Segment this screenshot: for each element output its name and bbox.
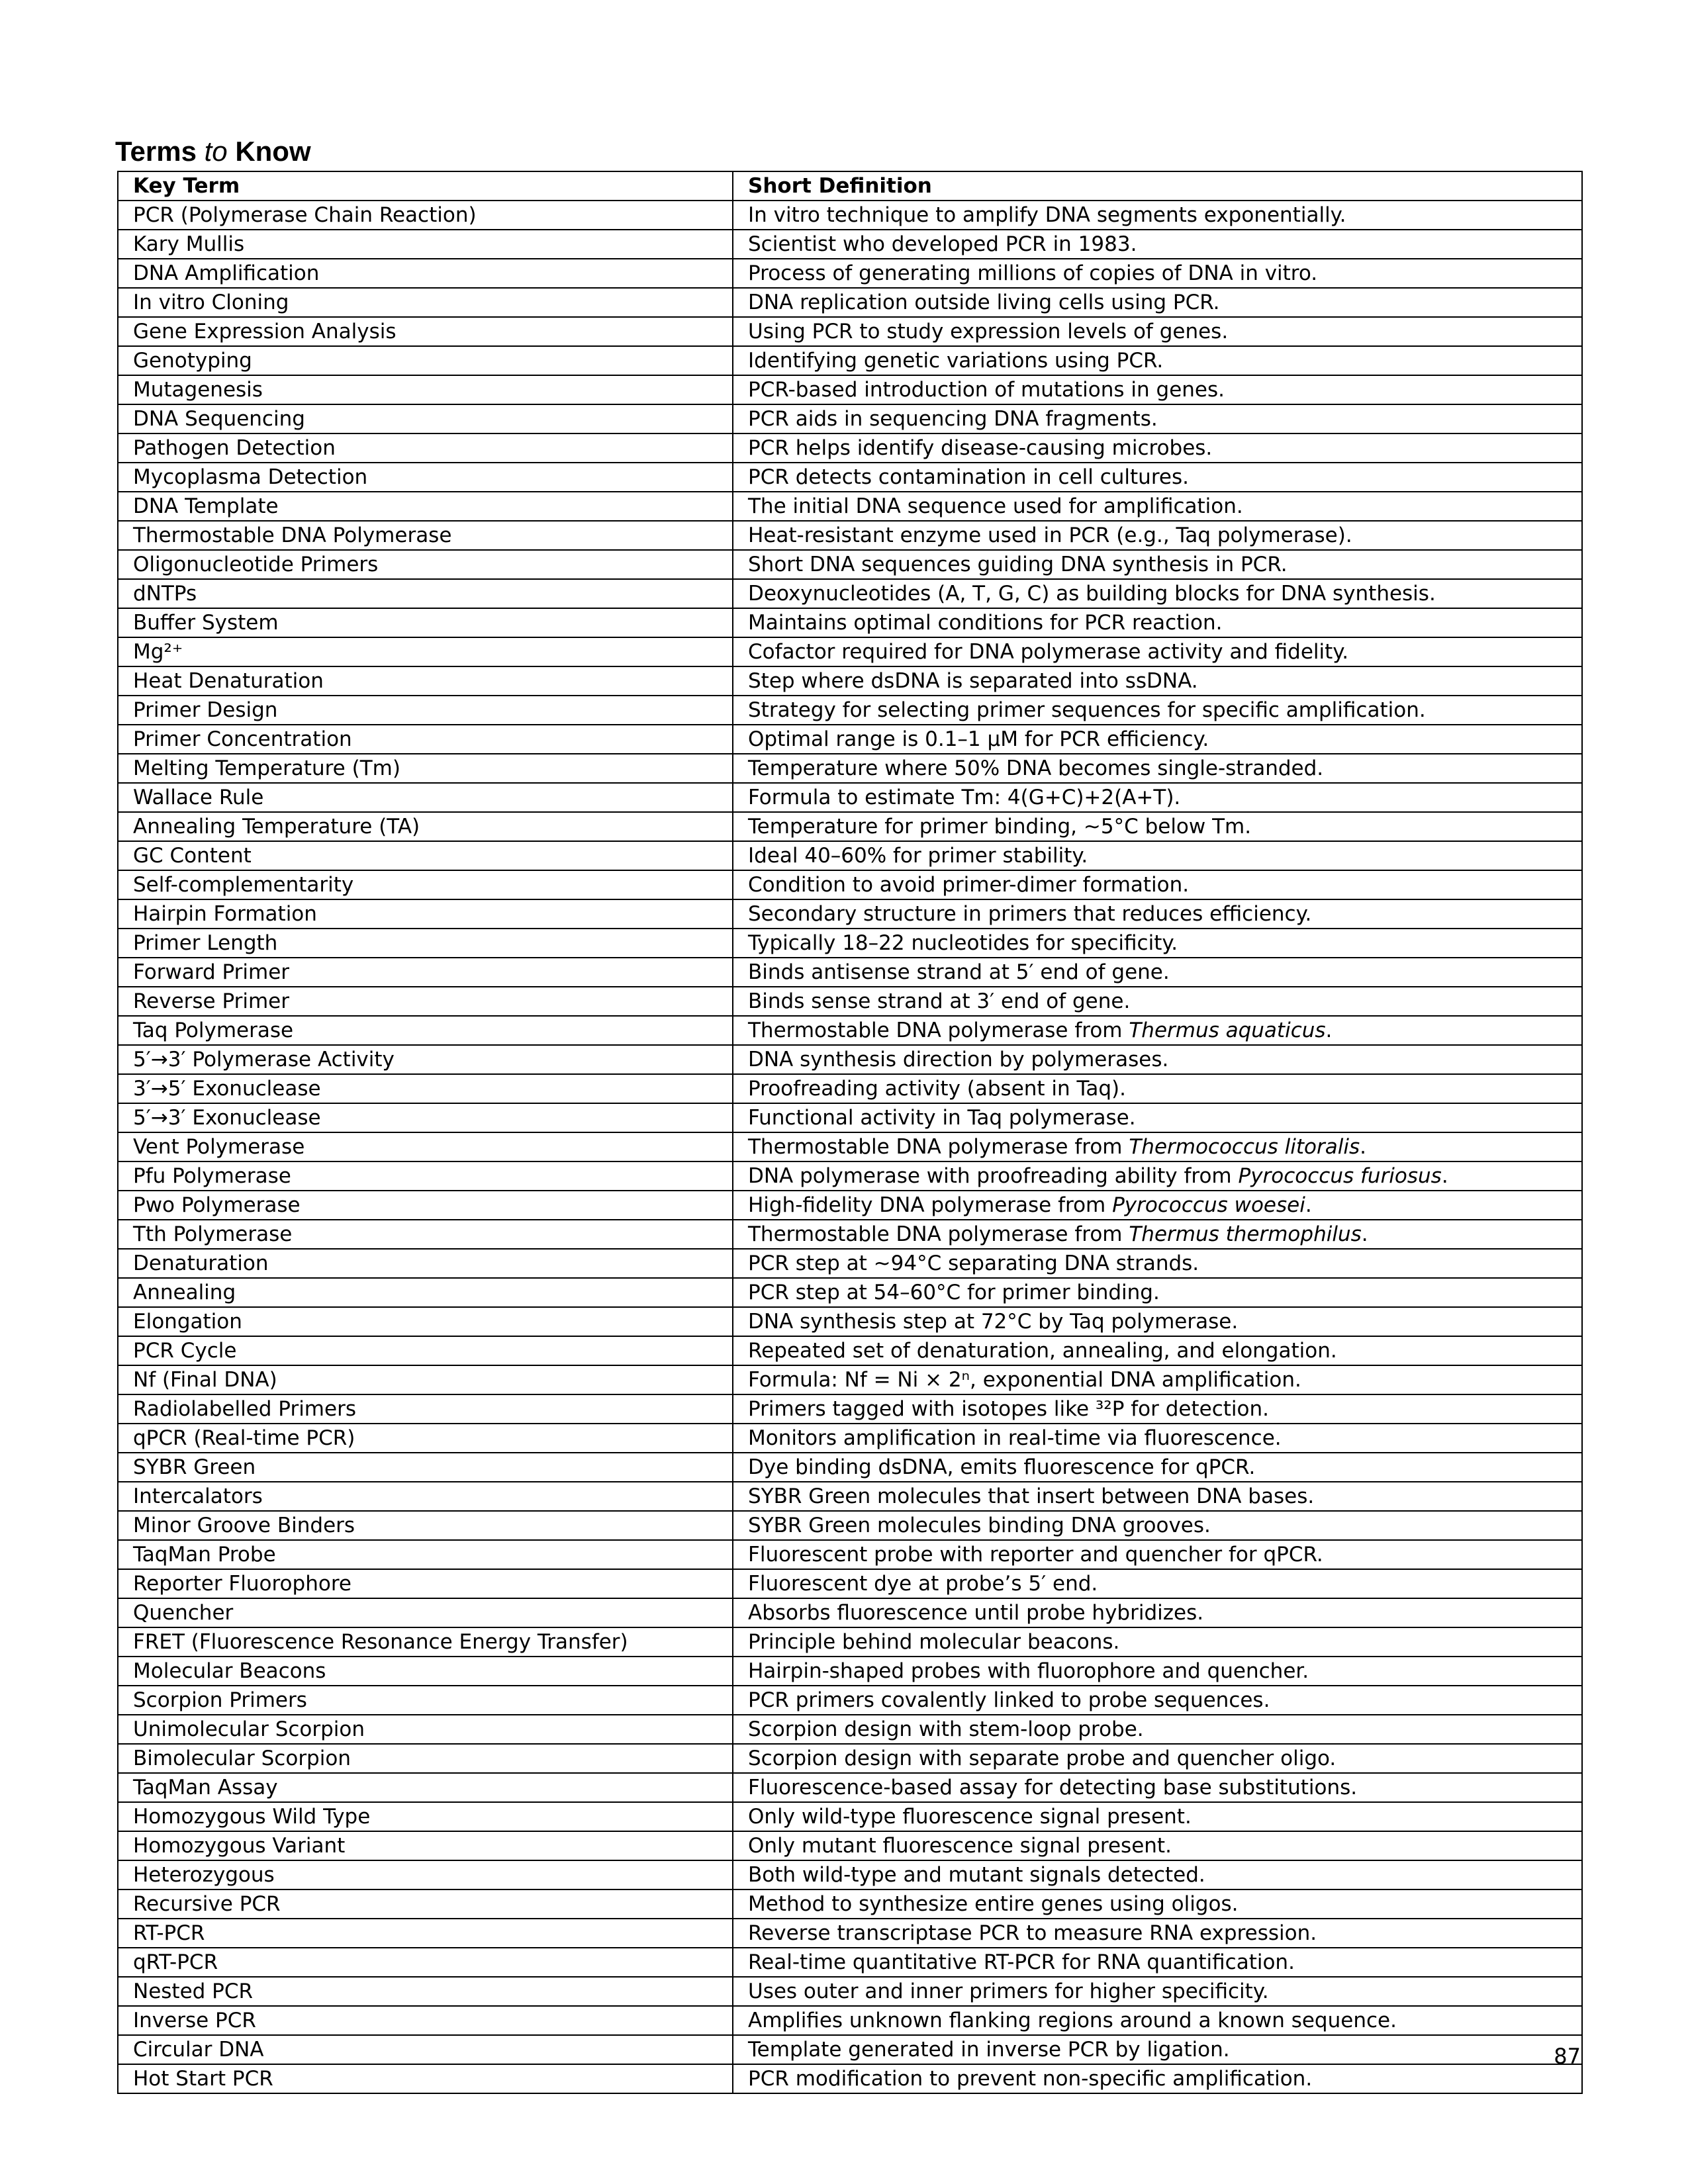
table-row — [118, 2064, 1582, 2093]
table-row — [118, 1889, 1582, 1919]
definition-cell: Identifying genetic variations using PCR. — [733, 346, 1582, 375]
table-row — [118, 783, 1582, 812]
definition-cell: Temperature for primer binding, ~5°C below Tm. — [733, 812, 1582, 841]
key-term-cell: Mg²⁺ — [118, 637, 733, 666]
table-row — [118, 1657, 1582, 1686]
table-row — [118, 1220, 1582, 1249]
key-term-cell: Hairpin Formation — [118, 899, 733, 929]
table-row — [118, 1191, 1582, 1220]
definition-cell: Short DNA sequences guiding DNA synthesis in PCR. — [733, 550, 1582, 579]
table-row — [118, 812, 1582, 841]
table-row — [118, 987, 1582, 1016]
table-row — [118, 1511, 1582, 1540]
key-term-cell: qPCR (Real-time PCR) — [118, 1424, 733, 1453]
key-term-cell: Forward Primer — [118, 958, 733, 987]
key-term-cell: SYBR Green — [118, 1453, 733, 1482]
definition-text: . — [1360, 1135, 1366, 1159]
table-row — [118, 2006, 1582, 2035]
key-term-cell: DNA Template — [118, 492, 733, 521]
table-row — [118, 404, 1582, 433]
definition-cell: PCR modification to prevent non-specific amplification. — [733, 2064, 1582, 2093]
definition-cell: Fluorescent dye at probe’s 5′ end. — [733, 1569, 1582, 1598]
key-term-cell: Elongation — [118, 1307, 733, 1336]
title-part-a: Terms — [115, 136, 205, 167]
definition-text: High-fidelity DNA polymerase from — [748, 1193, 1113, 1217]
terms-table-body — [118, 201, 1582, 2093]
table-row — [118, 317, 1582, 346]
key-term-cell: Wallace Rule — [118, 783, 733, 812]
definition-cell: PCR detects contamination in cell cultures. — [733, 463, 1582, 492]
table-row — [118, 1627, 1582, 1657]
definition-text: . — [1441, 1164, 1448, 1188]
key-term-cell: TaqMan Probe — [118, 1540, 733, 1569]
species-name: Pyrococcus furiosus — [1238, 1164, 1442, 1188]
table-row — [118, 1860, 1582, 1889]
key-term-cell: Molecular Beacons — [118, 1657, 733, 1686]
definition-cell: Fluorescent probe with reporter and quencher for qPCR. — [733, 1540, 1582, 1569]
table-row — [118, 1132, 1582, 1161]
definition-cell: SYBR Green molecules that insert between DNA bases. — [733, 1482, 1582, 1511]
key-term-cell: In vitro Cloning — [118, 288, 733, 317]
key-term-cell: Heterozygous — [118, 1860, 733, 1889]
definition-cell: Optimal range is 0.1–1 µM for PCR efficiency. — [733, 725, 1582, 754]
key-term-cell: Nf (Final DNA) — [118, 1365, 733, 1394]
page-number: 87 — [1554, 2044, 1581, 2069]
definition-cell — [733, 1191, 1582, 1220]
key-term-cell: PCR Cycle — [118, 1336, 733, 1365]
definition-cell: The initial DNA sequence used for amplification. — [733, 492, 1582, 521]
table-row — [118, 1016, 1582, 1045]
species-name: Thermococcus litoralis — [1129, 1135, 1360, 1159]
key-term-cell: Bimolecular Scorpion — [118, 1744, 733, 1773]
key-term-cell: Gene Expression Analysis — [118, 317, 733, 346]
table-row — [118, 1045, 1582, 1074]
definition-cell: Absorbs fluorescence until probe hybridizes. — [733, 1598, 1582, 1627]
key-term-cell: Taq Polymerase — [118, 1016, 733, 1045]
table-row — [118, 754, 1582, 783]
definition-cell: DNA replication outside living cells using PCR. — [733, 288, 1582, 317]
table-row — [118, 1074, 1582, 1103]
key-term-cell: Vent Polymerase — [118, 1132, 733, 1161]
table-row — [118, 1161, 1582, 1191]
key-term-cell: Tth Polymerase — [118, 1220, 733, 1249]
key-term-cell: Annealing — [118, 1278, 733, 1307]
table-row — [118, 1919, 1582, 1948]
table-row — [118, 550, 1582, 579]
definition-cell: Only wild-type fluorescence signal present. — [733, 1802, 1582, 1831]
table-row — [118, 870, 1582, 899]
terms-table — [117, 171, 1583, 2094]
table-row — [118, 1482, 1582, 1511]
definition-cell: Cofactor required for DNA polymerase activity and fidelity. — [733, 637, 1582, 666]
key-term-cell: Reverse Primer — [118, 987, 733, 1016]
key-term-cell: Mycoplasma Detection — [118, 463, 733, 492]
key-term-cell: Pfu Polymerase — [118, 1161, 733, 1191]
definition-cell: Amplifies unknown flanking regions around a known sequence. — [733, 2006, 1582, 2035]
table-row — [118, 1773, 1582, 1802]
definition-cell: Method to synthesize entire genes using oligos. — [733, 1889, 1582, 1919]
key-term-cell: Reporter Fluorophore — [118, 1569, 733, 1598]
key-term-cell: 5′→3′ Polymerase Activity — [118, 1045, 733, 1074]
key-term-cell: Genotyping — [118, 346, 733, 375]
table-row — [118, 579, 1582, 608]
definition-cell: Step where dsDNA is separated into ssDNA. — [733, 666, 1582, 696]
key-term-cell: dNTPs — [118, 579, 733, 608]
key-term-cell: Heat Denaturation — [118, 666, 733, 696]
key-term-cell: 3′→5′ Exonuclease — [118, 1074, 733, 1103]
definition-cell: Hairpin-shaped probes with fluorophore and quencher. — [733, 1657, 1582, 1686]
table-row — [118, 2035, 1582, 2064]
table-row — [118, 1424, 1582, 1453]
definition-cell: PCR step at 54–60°C for primer binding. — [733, 1278, 1582, 1307]
species-name: Thermus thermophilus — [1129, 1222, 1362, 1246]
definition-cell: In vitro technique to amplify DNA segments exponentially. — [733, 201, 1582, 230]
key-term-cell: Denaturation — [118, 1249, 733, 1278]
table-row — [118, 259, 1582, 288]
table-row — [118, 1540, 1582, 1569]
table-row — [118, 1365, 1582, 1394]
definition-cell: Temperature where 50% DNA becomes single-stranded. — [733, 754, 1582, 783]
definition-cell: Using PCR to study expression levels of genes. — [733, 317, 1582, 346]
key-term-cell: Scorpion Primers — [118, 1686, 733, 1715]
definition-text: . — [1305, 1193, 1312, 1217]
definition-cell: SYBR Green molecules binding DNA grooves. — [733, 1511, 1582, 1540]
key-term-cell: DNA Amplification — [118, 259, 733, 288]
definition-text: Thermostable DNA polymerase from — [748, 1222, 1129, 1246]
table-row — [118, 1569, 1582, 1598]
definition-cell — [733, 1161, 1582, 1191]
definition-cell: Strategy for selecting primer sequences for specific amplification. — [733, 696, 1582, 725]
definition-cell — [733, 1132, 1582, 1161]
definition-cell — [733, 1016, 1582, 1045]
key-term-cell: Hot Start PCR — [118, 2064, 733, 2093]
definition-cell: Ideal 40–60% for primer stability. — [733, 841, 1582, 870]
key-term-cell: Mutagenesis — [118, 375, 733, 404]
key-term-cell: Recursive PCR — [118, 1889, 733, 1919]
key-term-cell: Primer Length — [118, 929, 733, 958]
table-row — [118, 1977, 1582, 2006]
table-row — [118, 492, 1582, 521]
definition-cell: Formula: Nf = Ni × 2ⁿ, exponential DNA amplification. — [733, 1365, 1582, 1394]
table-row — [118, 230, 1582, 259]
definition-text: Thermostable DNA polymerase from — [748, 1135, 1129, 1159]
key-term-cell: Oligonucleotide Primers — [118, 550, 733, 579]
definition-cell: Process of generating millions of copies of DNA in vitro. — [733, 259, 1582, 288]
table-row — [118, 958, 1582, 987]
species-name: Thermus aquaticus — [1129, 1019, 1326, 1042]
definition-cell: PCR primers covalently linked to probe sequences. — [733, 1686, 1582, 1715]
key-term-cell: RT-PCR — [118, 1919, 733, 1948]
header-key-term: Key Term — [118, 171, 733, 201]
table-row — [118, 1948, 1582, 1977]
table-row — [118, 899, 1582, 929]
key-term-cell: Homozygous Wild Type — [118, 1802, 733, 1831]
key-term-cell: Minor Groove Binders — [118, 1511, 733, 1540]
key-term-cell: Thermostable DNA Polymerase — [118, 521, 733, 550]
table-row — [118, 288, 1582, 317]
definition-cell: Uses outer and inner primers for higher specificity. — [733, 1977, 1582, 2006]
title-part-b: Know — [227, 136, 311, 167]
key-term-cell: Circular DNA — [118, 2035, 733, 2064]
table-row — [118, 1103, 1582, 1132]
definition-cell: Typically 18–22 nucleotides for specificity. — [733, 929, 1582, 958]
key-term-cell: GC Content — [118, 841, 733, 870]
table-row — [118, 1394, 1582, 1424]
definition-cell: PCR helps identify disease-causing microbes. — [733, 433, 1582, 463]
species-name: Pyrococcus woesei — [1112, 1193, 1305, 1217]
definition-cell: Binds sense strand at 3′ end of gene. — [733, 987, 1582, 1016]
definition-text: Thermostable DNA polymerase from — [748, 1019, 1129, 1042]
key-term-cell: Kary Mullis — [118, 230, 733, 259]
table-row — [118, 1802, 1582, 1831]
definition-cell: Primers tagged with isotopes like ³²P for detection. — [733, 1394, 1582, 1424]
key-term-cell: Primer Concentration — [118, 725, 733, 754]
key-term-cell: FRET (Fluorescence Resonance Energy Transfer) — [118, 1627, 733, 1657]
definition-cell: PCR-based introduction of mutations in genes. — [733, 375, 1582, 404]
key-term-cell: qRT-PCR — [118, 1948, 733, 1977]
table-row — [118, 1453, 1582, 1482]
definition-cell — [733, 1220, 1582, 1249]
definition-cell: DNA synthesis step at 72°C by Taq polymerase. — [733, 1307, 1582, 1336]
table-row — [118, 1598, 1582, 1627]
table-row — [118, 375, 1582, 404]
table-row — [118, 929, 1582, 958]
page-title — [115, 135, 311, 168]
definition-cell: Both wild-type and mutant signals detected. — [733, 1860, 1582, 1889]
definition-cell: Scorpion design with separate probe and quencher oligo. — [733, 1744, 1582, 1773]
table-row — [118, 433, 1582, 463]
definition-cell: Fluorescence-based assay for detecting base substitutions. — [733, 1773, 1582, 1802]
table-row — [118, 841, 1582, 870]
table-row — [118, 463, 1582, 492]
definition-cell: PCR step at ~94°C separating DNA strands. — [733, 1249, 1582, 1278]
table-row — [118, 1249, 1582, 1278]
definition-cell: Formula to estimate Tm: 4(G+C)+2(A+T). — [733, 783, 1582, 812]
key-term-cell: Inverse PCR — [118, 2006, 733, 2035]
definition-cell: Scorpion design with stem-loop probe. — [733, 1715, 1582, 1744]
table-row — [118, 1336, 1582, 1365]
table-row — [118, 696, 1582, 725]
definition-text: DNA polymerase with proofreading ability from — [748, 1164, 1239, 1188]
definition-cell: Functional activity in Taq polymerase. — [733, 1103, 1582, 1132]
table-row — [118, 666, 1582, 696]
key-term-cell: DNA Sequencing — [118, 404, 733, 433]
definition-cell: PCR aids in sequencing DNA fragments. — [733, 404, 1582, 433]
key-term-cell: Intercalators — [118, 1482, 733, 1511]
table-header-row — [118, 171, 1582, 201]
table-row — [118, 1278, 1582, 1307]
key-term-cell: Pwo Polymerase — [118, 1191, 733, 1220]
key-term-cell: Primer Design — [118, 696, 733, 725]
definition-text: . — [1361, 1222, 1368, 1246]
key-term-cell: Radiolabelled Primers — [118, 1394, 733, 1424]
title-part-italic: to — [204, 136, 228, 167]
key-term-cell: Nested PCR — [118, 1977, 733, 2006]
definition-cell: Binds antisense strand at 5′ end of gene. — [733, 958, 1582, 987]
table-row — [118, 1686, 1582, 1715]
key-term-cell: Quencher — [118, 1598, 733, 1627]
definition-cell: Real-time quantitative RT-PCR for RNA quantification. — [733, 1948, 1582, 1977]
key-term-cell: PCR (Polymerase Chain Reaction) — [118, 201, 733, 230]
table-row — [118, 346, 1582, 375]
header-short-definition: Short Definition — [733, 171, 1582, 201]
key-term-cell: Buffer System — [118, 608, 733, 637]
definition-cell: Principle behind molecular beacons. — [733, 1627, 1582, 1657]
table-row — [118, 608, 1582, 637]
definition-cell: Deoxynucleotides (A, T, G, C) as building blocks for DNA synthesis. — [733, 579, 1582, 608]
table-row — [118, 637, 1582, 666]
table-row — [118, 1744, 1582, 1773]
table-row — [118, 521, 1582, 550]
definition-cell: Only mutant fluorescence signal present. — [733, 1831, 1582, 1860]
definition-cell: Proofreading activity (absent in Taq). — [733, 1074, 1582, 1103]
key-term-cell: TaqMan Assay — [118, 1773, 733, 1802]
definition-text: . — [1325, 1019, 1333, 1042]
definition-cell: Monitors amplification in real-time via fluorescence. — [733, 1424, 1582, 1453]
definition-cell: Heat-resistant enzyme used in PCR (e.g., Taq polymerase). — [733, 521, 1582, 550]
definition-cell: Scientist who developed PCR in 1983. — [733, 230, 1582, 259]
key-term-cell: Self-complementarity — [118, 870, 733, 899]
definition-cell: Template generated in inverse PCR by ligation. — [733, 2035, 1582, 2064]
table-row — [118, 201, 1582, 230]
definition-cell: Condition to avoid primer-dimer formation. — [733, 870, 1582, 899]
definition-cell: Dye binding dsDNA, emits fluorescence for qPCR. — [733, 1453, 1582, 1482]
key-term-cell: Unimolecular Scorpion — [118, 1715, 733, 1744]
key-term-cell: Pathogen Detection — [118, 433, 733, 463]
key-term-cell: Melting Temperature (Tm) — [118, 754, 733, 783]
table-row — [118, 1715, 1582, 1744]
key-term-cell: Annealing Temperature (TA) — [118, 812, 733, 841]
table-row — [118, 1831, 1582, 1860]
key-term-cell: Homozygous Variant — [118, 1831, 733, 1860]
definition-cell: Reverse transcriptase PCR to measure RNA expression. — [733, 1919, 1582, 1948]
definition-cell: Maintains optimal conditions for PCR reaction. — [733, 608, 1582, 637]
definition-cell: Repeated set of denaturation, annealing, and elongation. — [733, 1336, 1582, 1365]
definition-cell: DNA synthesis direction by polymerases. — [733, 1045, 1582, 1074]
definition-cell: Secondary structure in primers that reduces efficiency. — [733, 899, 1582, 929]
table-row — [118, 1307, 1582, 1336]
table-row — [118, 725, 1582, 754]
key-term-cell: 5′→3′ Exonuclease — [118, 1103, 733, 1132]
